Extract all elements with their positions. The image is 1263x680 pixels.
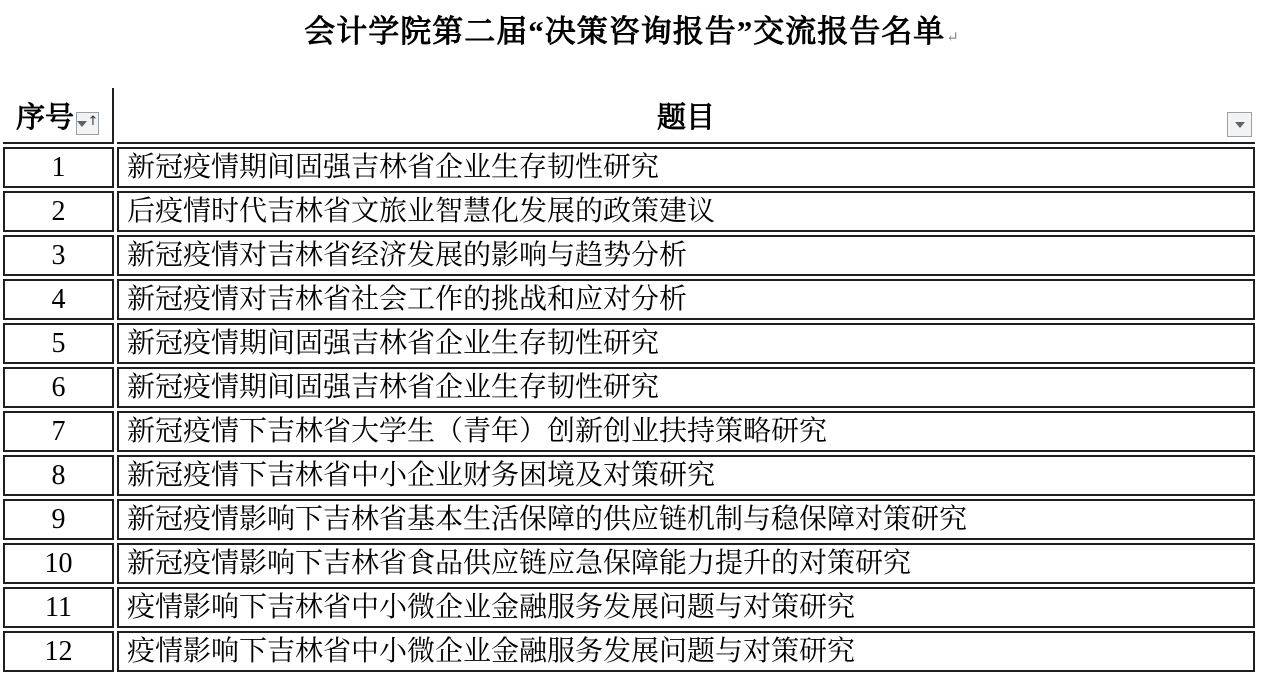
row-number-cell: 9: [3, 499, 114, 540]
row-title-cell: 新冠疫情对吉林省社会工作的挑战和应对分析: [117, 279, 1255, 320]
row-number-cell: 6: [3, 367, 114, 408]
header-row: [3, 88, 1255, 144]
column-header-no-label: 序号: [15, 101, 74, 134]
table-row: [3, 191, 1255, 232]
row-title-cell: 疫情影响下吉林省中小微企业金融服务发展问题与对策研究: [117, 631, 1255, 672]
row-number-cell: 10: [3, 543, 114, 584]
row-number-cell: 7: [3, 411, 114, 452]
paragraph-mark: ↵: [946, 30, 959, 46]
row-number-cell: 1: [3, 147, 114, 188]
table-row: [3, 543, 1255, 584]
title-filter-button[interactable]: [1227, 112, 1252, 137]
row-title-cell: 疫情影响下吉林省中小微企业金融服务发展问题与对策研究: [117, 587, 1255, 628]
table-row: [3, 455, 1255, 496]
filter-dropdown-icon: [1235, 122, 1245, 128]
row-number-cell: 4: [3, 279, 114, 320]
row-title-cell: 新冠疫情对吉林省经济发展的影响与趋势分析: [117, 235, 1255, 276]
row-title-cell: 新冠疫情期间固强吉林省企业生存韧性研究: [117, 323, 1255, 364]
filter-dropdown-icon: [77, 121, 87, 127]
page-title-text: 会计学院第二届“决策咨询报告”交流报告名单: [304, 14, 946, 49]
row-number-cell: 5: [3, 323, 114, 364]
row-number-cell: 12: [3, 631, 114, 672]
row-title-cell: 新冠疫情下吉林省中小企业财务困境及对策研究: [117, 455, 1255, 496]
table-row: [3, 587, 1255, 628]
row-title-cell: 新冠疫情期间固强吉林省企业生存韧性研究: [117, 147, 1255, 188]
row-number-cell: 2: [3, 191, 114, 232]
row-title-cell: 新冠疫情影响下吉林省食品供应链应急保障能力提升的对策研究: [117, 543, 1255, 584]
row-title-cell: 新冠疫情期间固强吉林省企业生存韧性研究: [117, 367, 1255, 408]
table-row: [3, 235, 1255, 276]
table-row: [3, 631, 1255, 672]
column-header-title-label: 题目: [656, 101, 715, 134]
row-number-cell: 11: [3, 587, 114, 628]
row-number-cell: 3: [3, 235, 114, 276]
table-row: [3, 411, 1255, 452]
sort-ascending-icon: ↑: [87, 114, 99, 130]
report-table: [0, 85, 1258, 675]
table-row: [3, 147, 1255, 188]
table-row: [3, 279, 1255, 320]
row-title-cell: 新冠疫情影响下吉林省基本生活保障的供应链机制与稳保障对策研究: [117, 499, 1255, 540]
column-header-title: [117, 88, 1255, 144]
row-number-cell: 8: [3, 455, 114, 496]
row-title-cell: 新冠疫情下吉林省大学生（青年）创新创业扶持策略研究: [117, 411, 1255, 452]
sort-ascending-filter-button[interactable]: [76, 112, 99, 135]
table-row: [3, 499, 1255, 540]
page-title: [0, 6, 1263, 51]
table-row: [3, 323, 1255, 364]
table-row: [3, 367, 1255, 408]
column-header-no: [3, 88, 114, 144]
row-title-cell: 后疫情时代吉林省文旅业智慧化发展的政策建议: [117, 191, 1255, 232]
